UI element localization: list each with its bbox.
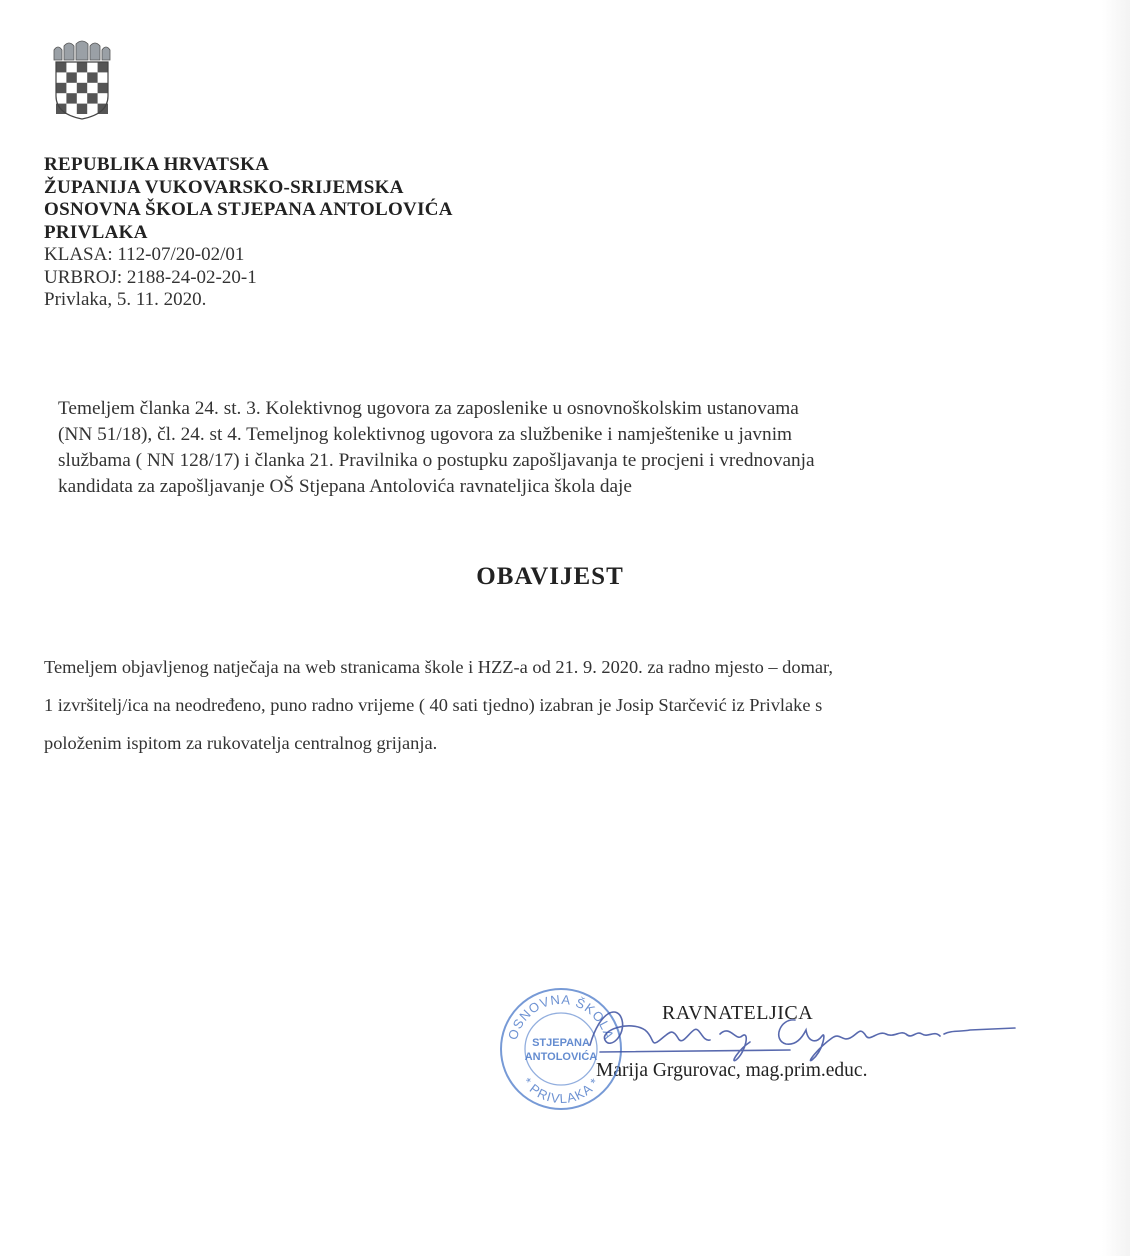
header-country: REPUBLIKA HRVATSKA [44, 154, 270, 175]
body-line: položenim ispitom za rukovatelja centralnog grijanja. [44, 733, 438, 753]
signatory-name: Marija Grgurovac, mag.prim.educ. [596, 1060, 868, 1081]
crest-square [66, 72, 76, 82]
intro-line: Temeljem članka 24. st. 3. Kolektivnog ugovora za zaposlenike u osnovnoškolskim ustanovama [58, 398, 799, 419]
stamp-text-center-1: STJEPANA [532, 1037, 590, 1049]
stamp-text-bottom: * PRIVLAKA * [519, 1074, 603, 1107]
croatian-coat-of-arms-icon [50, 40, 114, 120]
body-line: Temeljem objavljenog natječaja na web stranicama škole i HZZ-a od 21. 9. 2020. za radno mjesto – domar, [44, 657, 834, 677]
page-edge-shadow [1102, 0, 1130, 1256]
signature-title: RAVNATELJICA [662, 1002, 814, 1024]
letterhead [44, 154, 453, 312]
intro-line: kandidata za zapošljavanje OŠ Stjepana Antolovića ravnateljica škola daje [58, 476, 632, 497]
crest-square [87, 72, 97, 82]
crest-square [77, 83, 87, 93]
document-title: OBAVIJEST [476, 563, 624, 590]
stamp-text-center-2: ANTOLOVIĆA [524, 1051, 598, 1063]
handwritten-signature [560, 990, 1030, 1070]
intro-line: (NN 51/18), čl. 24. st 4. Temeljnog kolektivnog ugovora za službenike i namještenike u javnim [58, 424, 793, 445]
crest-square [66, 93, 76, 103]
intro-line: službama ( NN 128/17) i članka 21. Pravilnika o postupku zapošljavanja te procjeni i vrednovanja [58, 450, 815, 471]
crest-square [56, 83, 66, 93]
crest-square [98, 83, 108, 93]
header-place: PRIVLAKA [44, 221, 148, 243]
body-line: 1 izvršitelj/ica na neodređeno, puno radno vrijeme ( 40 sati tjedno) izabran je Josip Starčević iz Privlake s [44, 695, 823, 715]
crest-square [98, 62, 108, 72]
crest-square [77, 104, 87, 114]
header-school: OSNOVNA ŠKOLA STJEPANA ANTOLOVIĆA [44, 199, 453, 220]
stamp-text-top: OSNOVNA ŠKOLA [505, 991, 617, 1042]
crest-square [87, 93, 97, 103]
intro-paragraph [58, 396, 1058, 500]
crest-square [56, 62, 66, 72]
header-klasa: KLASA: 112-07/20-02/01 [44, 244, 245, 265]
header-urbroj: URBROJ: 2188-24-02-20-1 [44, 266, 257, 288]
body-paragraph [44, 648, 1084, 762]
crest-square [77, 62, 87, 72]
header-date: Privlaka, 5. 11. 2020. [44, 289, 207, 310]
header-county: ŽUPANIJA VUKOVARSKO-SRIJEMSKA [44, 176, 404, 198]
